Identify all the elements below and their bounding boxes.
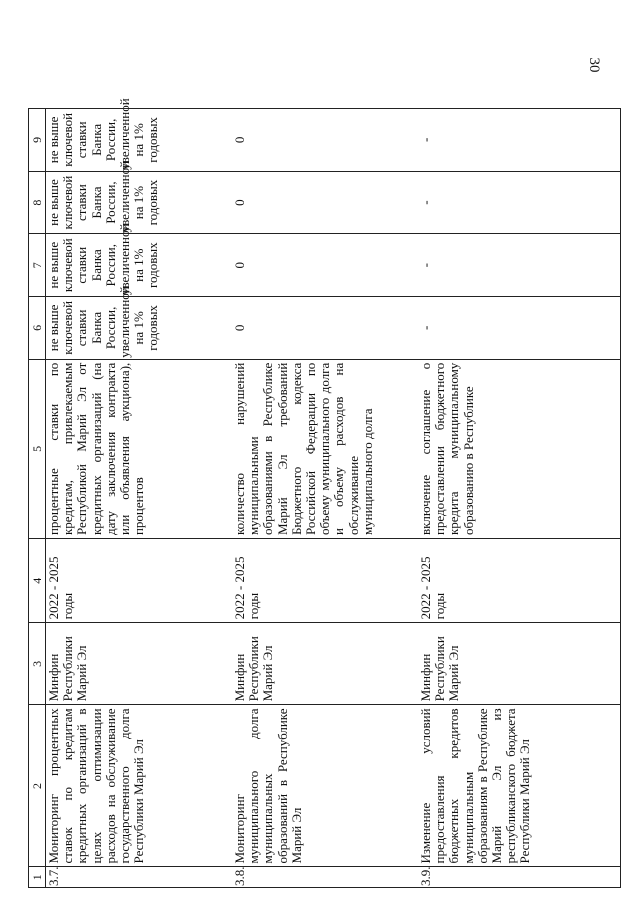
page-number: 30	[586, 57, 602, 73]
row-number: 3.9.	[418, 867, 621, 888]
value-2023: -	[418, 234, 621, 297]
executor: Минфин Республики Марий Эл	[418, 623, 621, 705]
period: 2022 - 2025 годы	[232, 539, 418, 623]
indicator: процентные ставки по кредитам, привлекаемым Республикой Марий Эл от кредитных организаций (на дату заключения контракта или объявления аукциона), процентов	[46, 359, 233, 538]
header-row	[29, 109, 46, 888]
header-cell-9: 9	[29, 109, 46, 172]
table-row	[232, 109, 418, 888]
row-number: 3.7.	[46, 867, 233, 888]
row-number: 3.8.	[232, 867, 418, 888]
header-cell-2: 2	[29, 705, 46, 867]
table-row	[46, 109, 233, 888]
value-2025: -	[418, 109, 621, 172]
value-2022: -	[418, 297, 621, 360]
measures-table	[28, 98, 621, 888]
value-2024: 0	[232, 171, 418, 234]
measure-name: Мониторинг процентных ставок по кредитам кредитных организаций в целях оптимизации расходов на обслуживание государственного долга Республики Марий Эл	[46, 705, 233, 867]
period: 2022 - 2025 годы	[418, 539, 621, 623]
indicator: включение соглашение о предоставлении бюджетного кредита муниципальному образованию в Республике	[418, 359, 621, 538]
header-cell-3: 3	[29, 623, 46, 705]
period: 2022 - 2025 годы	[46, 539, 233, 623]
header-cell-1: 1	[29, 867, 46, 888]
value-2022: 0	[232, 297, 418, 360]
header-cell-4: 4	[29, 539, 46, 623]
header-cell-7: 7	[29, 234, 46, 297]
value-2023: не выше ключевой ставки Банка России, увеличенной на 1% годовых	[46, 234, 233, 297]
header-cell-6: 6	[29, 297, 46, 360]
executor: Минфин Республики Марий Эл	[232, 623, 418, 705]
measure-name: Мониторинг муниципального долга муниципальных образований в Республике Марий Эл	[232, 705, 418, 867]
value-2025: не выше ключевой ставки Банка России, увеличенной на 1% годовых	[46, 109, 233, 172]
value-2025: 0	[232, 109, 418, 172]
executor: Минфин Республики Марий Эл	[46, 623, 233, 705]
indicator: количество нарушений муниципальными образованиями в Республике Марий Эл требований Бюджетного кодекса Российской Федерации по объему муниципального долга и объему расходов на обслуживание муниципального долга	[232, 359, 418, 538]
value-2022: не выше ключевой ставки Банка России, увеличенной на 1% годовых	[46, 297, 233, 360]
value-2024: -	[418, 171, 621, 234]
value-2023: 0	[232, 234, 418, 297]
measure-name: Изменение условий предоставления бюджетных кредитов муниципальным образованиям в Республике Марий Эл из республиканского бюджета Республики Марий Эл	[418, 705, 621, 867]
value-2024: не выше ключевой ставки Банка России, увеличенной на 1% годовых	[46, 171, 233, 234]
header-cell-5: 5	[29, 359, 46, 538]
header-cell-8: 8	[29, 171, 46, 234]
table-row	[418, 109, 621, 888]
